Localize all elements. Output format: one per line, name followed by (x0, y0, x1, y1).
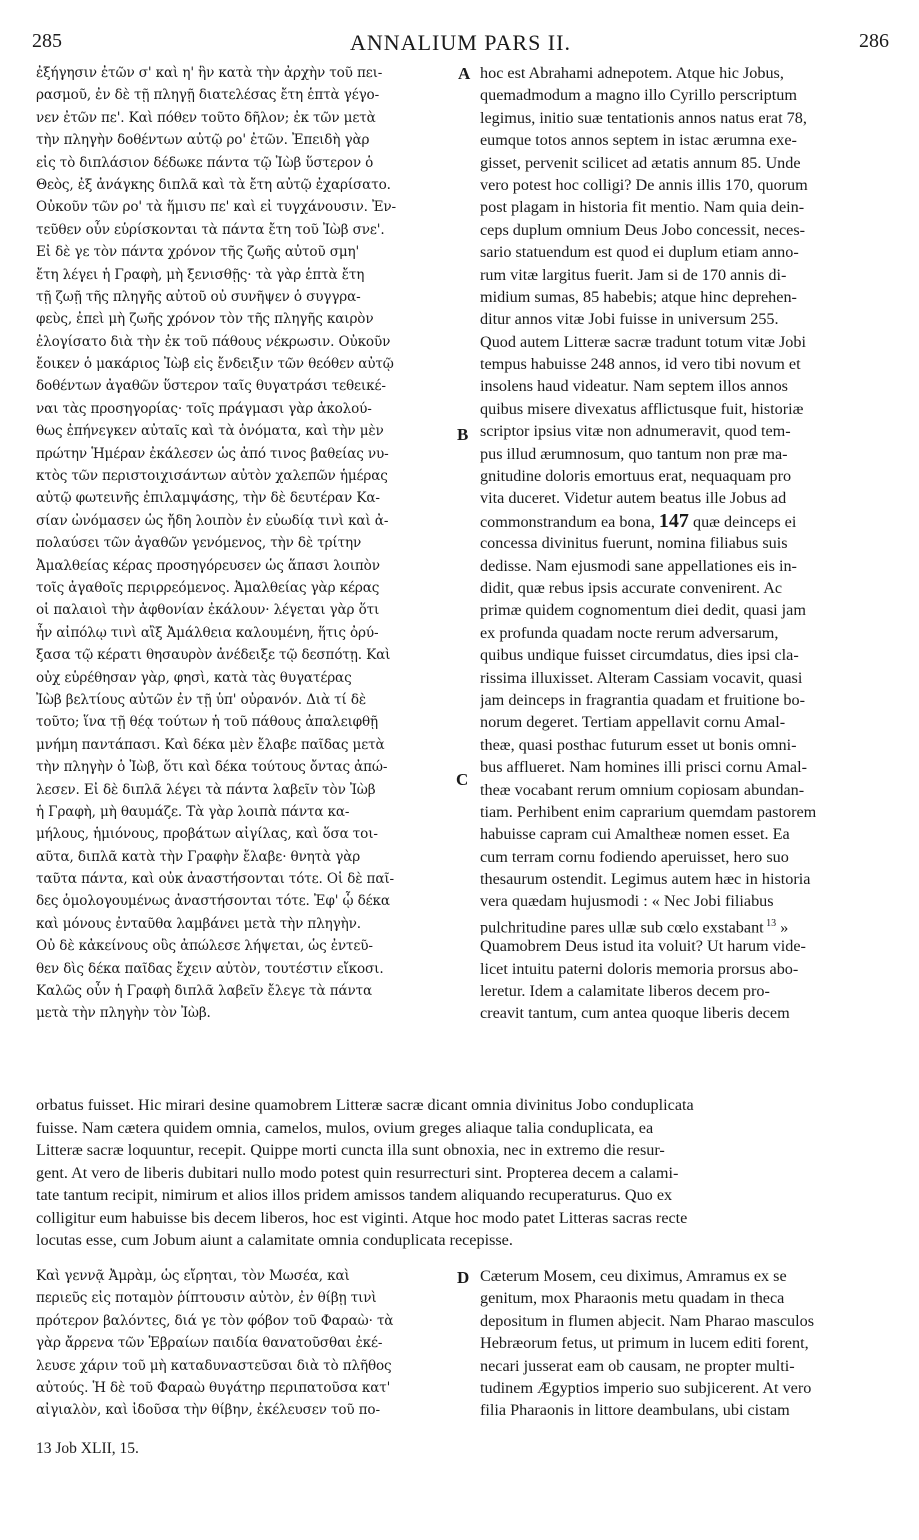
running-header (32, 22, 889, 56)
text-line: didit, quæ rebus ipsis accurate convenirent. Ac (480, 578, 783, 597)
text-line: midium sumas, 85 habebis; atque hinc deprehen- (480, 287, 797, 306)
text-line: ἦν αἰπόλῳ τινὶ αἲξ Ἀμάλθεια καλουμένη, ἥτις ὀρύ- (36, 624, 379, 641)
text-line: pus illud ærumnosum, quo tantum non præ ma- (480, 444, 788, 463)
text-line: Καλῶς οὖν ἡ Γραφὴ διπλᾶ λαβεῖν ἔλεγε τὰ πάντα (36, 983, 373, 1000)
text-line: dedisse. Nam ejusmodi sane appellationes eis in- (480, 556, 797, 575)
text-line: bus afflueret. Nam homines illi prisci cornu Amal- (480, 758, 807, 777)
text-line: λευσε χάριν τοῦ μὴ καταδυναστεῦσαι διὰ τὸ πλῆθος (36, 1357, 392, 1374)
text-line: Litteræ sacræ loquuntur, recepit. Quippe morti cuncta illa sunt obnoxia, nec in extremo die resur- (36, 1141, 665, 1159)
text-line: gnitudine doloris emortuus erat, nequaquam pro (480, 467, 792, 486)
text-line: ἐξήγησιν ἐτῶν σ' καὶ η' ἣν κατὰ τὴν ἀρχὴν τοῦ πει- (36, 65, 383, 81)
text-line: λεσεν. Εἰ δὲ διπλᾶ λέγει τὰ πάντα λαβεῖν τὸν Ἰὼβ (36, 781, 376, 798)
text-line: ναι τὰς προσηγορίας· τοῖς πράγμασι γὰρ ἀκολού- (36, 400, 372, 417)
text-line: μετὰ τὴν πληγὴν τὸν Ἰὼβ. (36, 1005, 211, 1022)
latin-column-continuation (480, 1265, 888, 1422)
text-line: theæ vocabant rerum omnium copiosam abundan- (480, 780, 805, 799)
text-line: τεῦθεν οὖν εὑρίσκονται τὰ πάντα ἔτη τοῦ Ἰὼβ σνε'. (36, 221, 385, 238)
text-line: primæ quidem cognomentum diei dedit, quasi jam (480, 601, 806, 620)
text-line: τὴν πληγὴν ὁ Ἰὼβ, ὅτι καὶ δέκα τούτους ὄντας ἀπώ- (36, 759, 388, 776)
page-number-right: 286 (859, 30, 889, 52)
text-line: jam deinceps in fragrantia quadam et fruitione bo- (480, 690, 805, 709)
text-line: Ἰὼβ βελτίους αὐτῶν ἐν τῇ ὑπ' οὐρανόν. Διὰ τί δὲ (36, 691, 367, 708)
text-line: cum terram cornu fodiendo aperuisset, hero suo (480, 847, 789, 866)
text-line: leretur. Idem a calamitate liberos decem pro- (480, 982, 770, 1001)
text-line: insolens haud videatur. Nam septem illos annos (480, 377, 788, 396)
text-line: scriptor ipsius vitæ non adnumeravit, quod tem- (480, 422, 791, 441)
text-line: σίαν ὠνόμασεν ὡς ἤδη λοιπὸν ἐν εὐωδίᾳ τινὶ καὶ ἀ- (36, 512, 389, 529)
text-line: eumque totos annos septem in istac ærumna exe- (480, 131, 797, 150)
text-line: hoc est Abrahami adnepotem. Atque hic Jobus, (480, 64, 784, 82)
text-line: post plagam in historia fit mentio. Nam quia dein- (480, 198, 805, 217)
text-line: tiam. Perhibent enim caprarium quemdam pastorem (480, 802, 817, 821)
text-line: vera quædam hujusmodi : « Nec Jobi filiabus (480, 892, 774, 911)
text-line: sario statuendum est quod ei duplum etiam anno- (480, 243, 799, 262)
text-line: depositum in flumen abjecit. Nam Pharao masculos (480, 1311, 815, 1330)
text-line: genitum, mox Pharaonis metu quadam in theca (480, 1289, 785, 1308)
text-line: ρασμοῦ, ἐν δὲ τῇ πληγῇ διατελέσας ἔτη ἑπτὰ γέγο- (36, 87, 380, 104)
text-line: Εἰ δὲ γε τὸν πάντα χρόνον τῆς ζωῆς αὐτοῦ σμη' (36, 244, 360, 261)
text-line: gisset, pervenit scilicet ad ætatis annum 85. Unde (480, 153, 801, 172)
text-line: norum degeret. Tertiam appellavit cornu Amal- (480, 713, 786, 732)
text-line: rum vitæ largitus fuerit. Jam si de 170 annis di- (480, 265, 787, 284)
text-line: πολαύσει τῶν ἀγαθῶν γενόμενος, τὴν δὲ τρίτην (36, 535, 362, 552)
text-line: rissima illuxisset. Alteram Cassiam vocavit, quasi (480, 668, 803, 687)
text-line: commonstrandum ea bona, 147 quæ deinceps ei (480, 509, 797, 532)
text-line: Ἀμαλθείας κέρας προσηγόρευσεν ὡς ἅπασι λοιπὸν (36, 557, 380, 574)
text-line: tate tantum recipit, nimirum et alios illos pridem amissos tandem aliquando recuperaturus. Quo ex (36, 1186, 673, 1204)
text-line: Οὐκοῦν τῶν ρο' τὰ ἥμισυ πε' καὶ εἰ τυγχάνουσιν. Ἐν- (36, 199, 396, 216)
text-line: μήλους, ἡμιόνους, προβάτων αἰγίλας, καὶ ὅσα τοι- (36, 826, 378, 843)
text-line: γὰρ ἄρρενα τῶν Ἑβραίων παιδία θανατοῦσθαι ἐκέ- (36, 1335, 383, 1352)
text-line: περιεῦς εἰς ποταμὸν ῥίπτουσιν αὐτὸν, ἐν θίβῃ τινὶ (36, 1290, 377, 1307)
text-line: locutas esse, cum Jobum aiunt a calamitate omnia conduplicata recepisse. (36, 1231, 513, 1249)
section-marker-a: A (458, 64, 471, 83)
text-line: θεν δὶς δέκα παῖδας ἔχειν αὐτὸν, τουτέστιν εἴκοσι. (36, 960, 384, 977)
greek-column-continuation (36, 1265, 448, 1422)
text-line: necari jusserat eam ob causam, ne propter multi- (480, 1356, 795, 1375)
text-line: πρώτην Ἡμέραν ἐκάλεσεν ὡς ἀπό τινος βαθείας νυ- (36, 445, 389, 462)
text-line: ἔτη λέγει ἡ Γραφὴ, μὴ ξενισθῇς· τὰ γὰρ ἑπτὰ ἔτη (36, 266, 365, 283)
text-fragment: quæ deinceps ei (692, 512, 797, 531)
text-line: orbatus fuisset. Hic mirari desine quamobrem Litteræ sacræ dicant omnia divinitus Jobo conduplicata (36, 1096, 694, 1114)
text-line: tudinem Ægyptios imperio suo subjicerent. At vero (480, 1378, 812, 1397)
text-line: vero potest hoc colligi? De annis illis 170, quorum (480, 175, 808, 194)
text-line: αὐτούς. Ἡ δὲ τοῦ Φαραὼ θυγάτηρ περιπατοῦσα κατ' (36, 1379, 391, 1396)
text-line: ditur annos vitæ Jobi fuisse in universum 255. (480, 310, 779, 329)
footnote: 13 Job XLII, 15. (36, 1440, 139, 1457)
text-line: Cæterum Mosem, ceu diximus, Amramus ex se (480, 1267, 787, 1285)
text-line: quemadmodum a magno illo Cyrillo perscriptum (480, 86, 797, 105)
text-line: καὶ μόνους ἐνταῦθα λαμβάνει μετὰ τὴν πληγὴν. (36, 915, 361, 932)
text-line: Θεὸς, ἐξ ἀνάγκης διπλᾶ καὶ τὰ ἔτη αὐτῷ ἐχαρίσατο. (36, 176, 391, 193)
text-line: habuisse capram cui Amaltheæ nomen esset. Ea (480, 825, 790, 844)
text-line: colligitur eum habuisse bis decem liberos, hoc est viginti. Atque hoc modo patet Litteras sacras recte (36, 1208, 688, 1227)
text-line: δοθέντων ἀγαθῶν ὕστερον ταῖς θυγατράσι τεθεικέ- (36, 378, 386, 395)
text-line: Quamobrem Deus istud ita voluit? Ut harum vide- (480, 937, 806, 956)
footnote-reference: 13 (763, 917, 777, 929)
text-line: εἰς τὸ διπλάσιον δέδωκε πάντα τῷ Ἰὼβ ὕστερον ὁ (36, 154, 374, 171)
text-line: Quod autem Litteræ sacræ tradunt totum vitæ Jobi (480, 332, 806, 351)
text-line: ἐλογίσατο διὰ τὴν ἐκ τοῦ πάθους νέκρωσιν. Οὐκοῦν (36, 333, 391, 350)
text-line: δες ὁμολογουμένως ἀναστήσονται τότε. Ἐφ' ᾧ δέκα (36, 893, 390, 910)
text-line: μνήμη παντάπασι. Καὶ δέκα μὲν ἔλαβε παῖδας μετὰ (36, 736, 385, 753)
text-line: concessa divinitus fuerunt, nomina filiabus suis (480, 534, 788, 553)
text-line: αἰγιαλὸν, καὶ ἰδοῦσα τὴν θίβην, ἐκέλευσεν τοῦ πο- (36, 1402, 380, 1419)
text-line: τοῦτο; ἵνα τῇ θέᾳ τούτων ἡ τοῦ πάθους ἀπαλειφθῇ (36, 714, 379, 731)
text-line: ex profunda quadam nocte rerum adversarum, (480, 623, 779, 642)
text-line: licet intuitu paterni doloris memoria prorsus abo- (480, 959, 799, 978)
text-line: φεὺς, ἐπεὶ μὴ ζωῆς χρόνον τὸν τῆς πληγῆς καιρὸν (36, 311, 374, 328)
text-line: legimus, initio suæ tentationis annos natus erat 78, (480, 108, 807, 127)
text-line: θως ἐπήνεγκεν αὐταῖς καὶ τὰ ὀνόματα, καὶ τὴν μὲν (36, 423, 384, 440)
text-line: αῦτα, διπλᾶ κατὰ τὴν Γραφὴν ἔλαβε· θνητὰ γὰρ (36, 848, 361, 865)
full-width-latin-paragraph (36, 1094, 888, 1252)
text-line: ἡ Γραφὴ, μὴ θαυμάζε. Τὰ γὰρ λοιπὰ πάντα κα- (36, 803, 350, 820)
text-line: Hebræorum fetus, ut primum in lucem editi forent, (480, 1334, 809, 1353)
text-line: vita duceret. Videtur autem beatus ille Jobus ad (480, 489, 787, 508)
text-line: Καὶ γεννᾷ Ἀμρὰμ, ὡς εἴρηται, τὸν Μωσέα, καὶ (36, 1268, 350, 1284)
text-line: filia Pharaonis in littore deambulans, ubi cistam (480, 1401, 790, 1420)
text-line: κτὸς τῶν περιστοιχισάντων αὐτὸν χαλεπῶν ἡμέρας (36, 468, 388, 485)
text-line: οἱ παλαιοὶ τὴν ἀφθονίαν ἐκάλουν· λέγεται γὰρ ὅτι (36, 602, 380, 619)
text-line: τῇ ζωῇ τῆς πληγῆς αὐτοῦ οὐ συνῆψεν ὁ συγγρα- (36, 288, 361, 305)
text-line: τὴν πληγὴν δοθέντων αὐτῷ ρο' ἐτῶν. Ἐπειδὴ γὰρ (36, 132, 370, 149)
text-line: Οὐ δὲ κἀκείνους οὓς ἀπώλεσε λήψεται, ὡς ἐντεῦ- (36, 938, 373, 955)
text-line: quibus undique fuisset circumdatus, dies ipsi cla- (480, 646, 799, 665)
text-line: ταῦτα πάντα, καὶ οὐκ ἀναστήσονται τότε. Οἱ δὲ παῖ- (36, 871, 394, 888)
text-line: αὐτῷ φωτεινῆς ἐπιλαμψάσης, τὴν δὲ δευτέραν Κα- (36, 490, 380, 507)
page-number-left: 285 (32, 30, 62, 52)
section-marker-c: C (456, 770, 469, 789)
text-line: ξασα τῷ κέρατι θησαυρὸν ἀνέδειξε τῷ δεσπότῃ. Καὶ (36, 647, 391, 664)
text-line: tempus habuisse 248 annos, id vero tibi novum et (480, 355, 801, 374)
text-line: pulchritudine pares ullæ sub cœlo exstabant $^{13}$ » (480, 917, 789, 936)
greek-column (36, 62, 448, 1025)
latin-column (480, 62, 888, 1025)
text-line: theæ, quasi posthac futurum esset ut bonis omni- (480, 735, 797, 754)
text-line: quibus misere divexatus afflictusque fuit, historiæ (480, 399, 804, 418)
text-line: gent. At vero de liberis dubitari nullo modo potest quin resurrecturi sint. Propterea decem a calami- (36, 1163, 679, 1182)
text-line: πρότερον βαλόντες, διά γε τὸν φόβον τοῦ Φαραὼ· τὰ (36, 1312, 394, 1329)
text-line: ἔοικεν ὁ μακάριος Ἰὼβ εἰς ἔνδειξιν τῶν θεόθεν αὐτῷ (36, 356, 394, 373)
quote-close: » (776, 918, 789, 936)
text-line: τοῖς ἀγαθοῖς περιρρεόμενος. Ἀμαλθείας γὰρ κέρας (36, 579, 380, 596)
text-line: fuisse. Nam cætera quidem omnia, camelos, mulos, ovium greges aliaque talia conduplicata, ea (36, 1118, 654, 1137)
text-line: thesaurum ostendit. Legimus autem hæc in historia (480, 870, 811, 889)
section-marker-d: D (457, 1268, 470, 1287)
text-line: creavit tantum, cum antea quoque liberis decem (480, 1004, 790, 1023)
text-line: ceps duplum omnium Deus Jobo concessit, neces- (480, 220, 806, 239)
running-title: ANNALIUM PARS II. (350, 30, 571, 55)
text-line: οὐχ εὑρέθησαν γὰρ, φησὶ, κατὰ τὰς θυγατέρας (36, 669, 352, 686)
text-line: νεν ἐτῶν πε'. Καὶ πόθεν τοῦτο δῆλον; ἐκ τῶν μετὰ (36, 109, 376, 126)
column-number: 147 (658, 509, 689, 532)
section-marker-b: B (457, 425, 469, 444)
